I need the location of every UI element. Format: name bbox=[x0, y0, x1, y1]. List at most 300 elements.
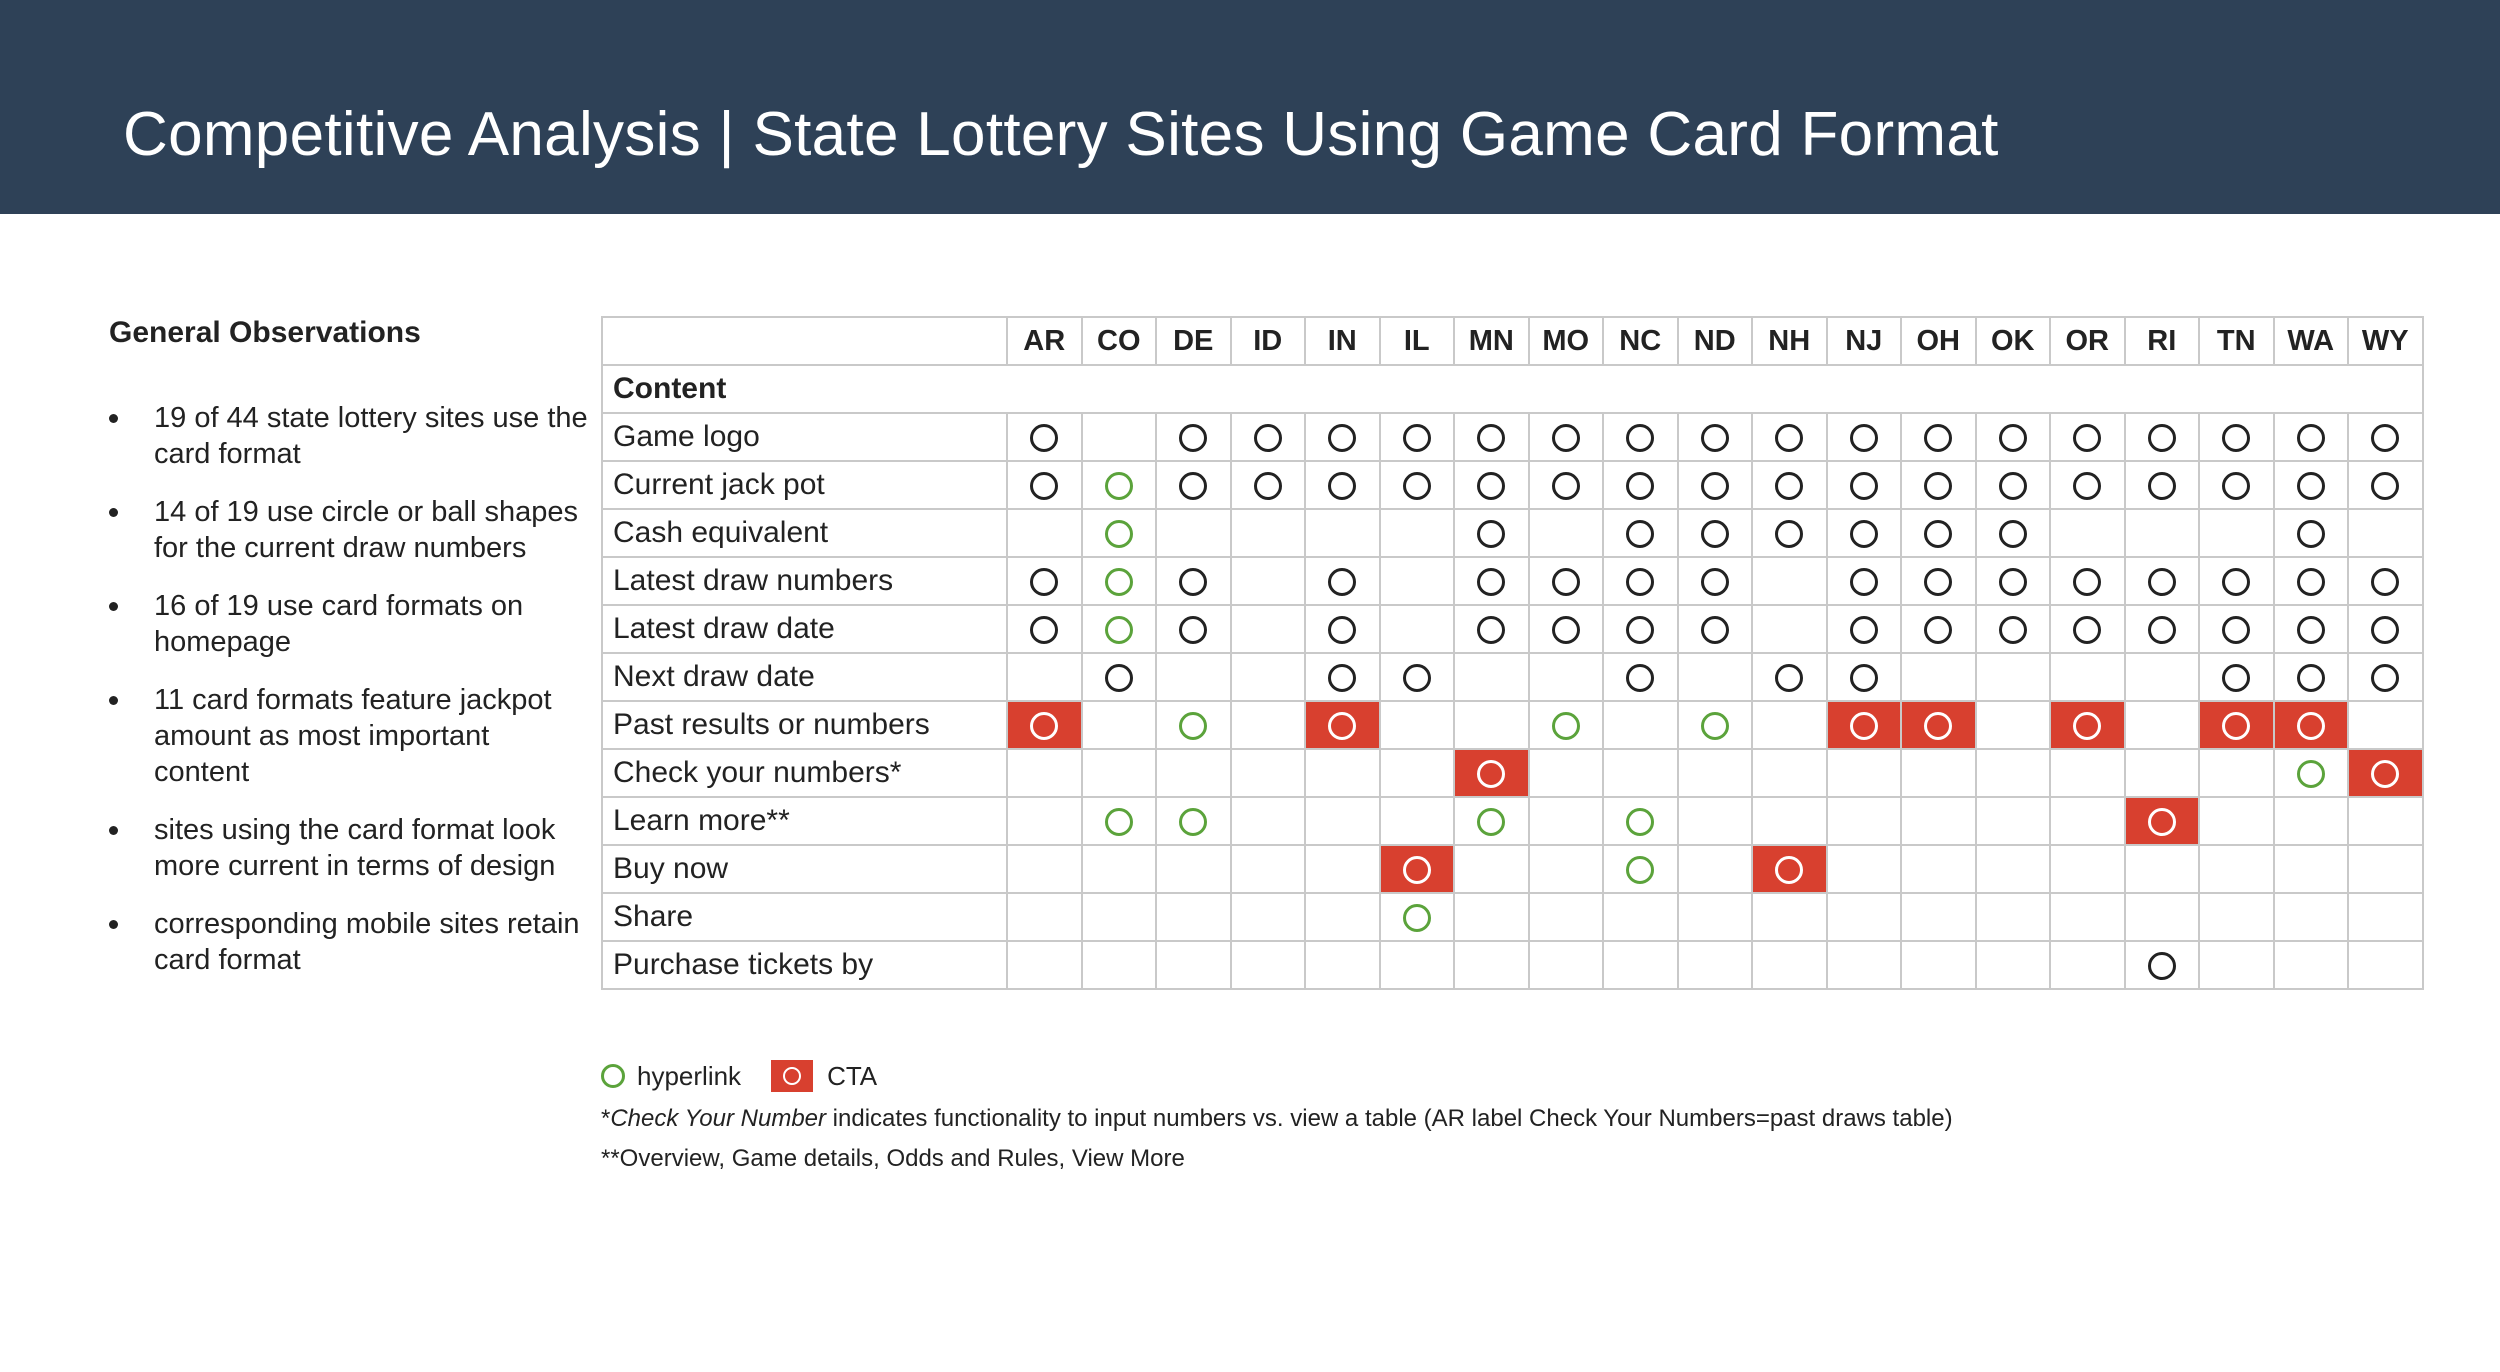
cell-wa bbox=[2274, 413, 2349, 461]
cell-de bbox=[1156, 413, 1231, 461]
cell-ar bbox=[1007, 509, 1082, 557]
cell-co bbox=[1082, 749, 1157, 797]
cell-wy bbox=[2348, 845, 2423, 893]
cell-nd bbox=[1678, 749, 1753, 797]
table-row bbox=[602, 461, 2423, 509]
cell-nd bbox=[1678, 797, 1753, 845]
page-title: Competitive Analysis | State Lottery Sites Using Game Card Format bbox=[123, 100, 1999, 169]
present-circle-icon bbox=[1775, 664, 1803, 692]
cell-il bbox=[1380, 413, 1455, 461]
cell-in bbox=[1305, 797, 1380, 845]
present-circle-icon bbox=[2073, 568, 2101, 596]
present-circle-icon bbox=[1030, 568, 1058, 596]
cell-de bbox=[1156, 749, 1231, 797]
observation-item: corresponding mobile sites retain card format bbox=[109, 906, 589, 978]
cell-co bbox=[1082, 461, 1157, 509]
present-circle-icon bbox=[1477, 568, 1505, 596]
present-circle-icon bbox=[1775, 520, 1803, 548]
cell-co bbox=[1082, 653, 1157, 701]
present-circle-icon bbox=[2297, 472, 2325, 500]
cell-id bbox=[1231, 557, 1306, 605]
cell-nh bbox=[1752, 701, 1827, 749]
cell-in bbox=[1305, 653, 1380, 701]
cta-circle-icon bbox=[2297, 712, 2325, 740]
hyperlink-circle-icon bbox=[1477, 808, 1505, 836]
present-circle-icon bbox=[2222, 424, 2250, 452]
cell-co bbox=[1082, 845, 1157, 893]
hyperlink-circle-icon bbox=[1179, 808, 1207, 836]
table-row bbox=[602, 605, 2423, 653]
present-circle-icon bbox=[1105, 664, 1133, 692]
row-label: Current jack pot bbox=[602, 461, 1007, 509]
cell-or bbox=[2050, 701, 2125, 749]
present-circle-icon bbox=[1924, 568, 1952, 596]
cell-wa bbox=[2274, 461, 2349, 509]
cell-co bbox=[1082, 557, 1157, 605]
cell-nc bbox=[1603, 509, 1678, 557]
present-circle-icon bbox=[1626, 424, 1654, 452]
present-circle-icon bbox=[1179, 472, 1207, 500]
table-row bbox=[602, 893, 2423, 941]
table-row bbox=[602, 701, 2423, 749]
present-circle-icon bbox=[1999, 568, 2027, 596]
cta-circle-icon bbox=[1850, 712, 1878, 740]
cell-nh bbox=[1752, 749, 1827, 797]
bullet-icon bbox=[109, 826, 118, 835]
cell-wa bbox=[2274, 653, 2349, 701]
present-circle-icon bbox=[1850, 664, 1878, 692]
row-label: Learn more** bbox=[602, 797, 1007, 845]
cell-or bbox=[2050, 557, 2125, 605]
cell-mn bbox=[1454, 893, 1529, 941]
state-header-tn: TN bbox=[2199, 317, 2274, 365]
cell-ar bbox=[1007, 605, 1082, 653]
cell-ok bbox=[1976, 653, 2051, 701]
present-circle-icon bbox=[1850, 616, 1878, 644]
cell-mn bbox=[1454, 653, 1529, 701]
present-circle-icon bbox=[2148, 424, 2176, 452]
present-circle-icon bbox=[1701, 472, 1729, 500]
cell-nd bbox=[1678, 893, 1753, 941]
present-circle-icon bbox=[1552, 616, 1580, 644]
cell-oh bbox=[1901, 941, 1976, 989]
cell-de bbox=[1156, 893, 1231, 941]
cell-mn bbox=[1454, 797, 1529, 845]
hyperlink-circle-icon bbox=[1179, 712, 1207, 740]
section-row bbox=[602, 365, 2423, 413]
hyperlink-circle-icon bbox=[1626, 856, 1654, 884]
cell-ri bbox=[2125, 701, 2200, 749]
observation-item: sites using the card format look more current in terms of design bbox=[109, 812, 589, 884]
present-circle-icon bbox=[1403, 472, 1431, 500]
present-circle-icon bbox=[2222, 664, 2250, 692]
cell-wa bbox=[2274, 605, 2349, 653]
observations-panel bbox=[109, 316, 589, 1000]
cell-in bbox=[1305, 749, 1380, 797]
cell-mo bbox=[1529, 941, 1604, 989]
cell-co bbox=[1082, 701, 1157, 749]
cell-ri bbox=[2125, 941, 2200, 989]
cell-nd bbox=[1678, 413, 1753, 461]
cell-il bbox=[1380, 653, 1455, 701]
cell-ri bbox=[2125, 653, 2200, 701]
state-header-de: DE bbox=[1156, 317, 1231, 365]
present-circle-icon bbox=[1030, 616, 1058, 644]
present-circle-icon bbox=[1701, 520, 1729, 548]
present-circle-icon bbox=[1999, 472, 2027, 500]
cell-ar bbox=[1007, 749, 1082, 797]
cell-mo bbox=[1529, 701, 1604, 749]
cell-oh bbox=[1901, 749, 1976, 797]
cell-il bbox=[1380, 509, 1455, 557]
state-header-ok: OK bbox=[1976, 317, 2051, 365]
cell-de bbox=[1156, 509, 1231, 557]
present-circle-icon bbox=[2297, 520, 2325, 548]
cell-wy bbox=[2348, 893, 2423, 941]
cell-or bbox=[2050, 509, 2125, 557]
cell-id bbox=[1231, 413, 1306, 461]
cell-id bbox=[1231, 845, 1306, 893]
hyperlink-circle-icon bbox=[1105, 568, 1133, 596]
state-header-oh: OH bbox=[1901, 317, 1976, 365]
present-circle-icon bbox=[1328, 664, 1356, 692]
legend-cta-label: CTA bbox=[827, 1060, 878, 1091]
bullet-icon bbox=[109, 602, 118, 611]
hyperlink-circle-icon bbox=[1105, 616, 1133, 644]
present-circle-icon bbox=[2222, 472, 2250, 500]
cell-mn bbox=[1454, 749, 1529, 797]
present-circle-icon bbox=[1403, 424, 1431, 452]
cell-tn bbox=[2199, 797, 2274, 845]
cell-mo bbox=[1529, 413, 1604, 461]
present-circle-icon bbox=[1924, 424, 1952, 452]
present-circle-icon bbox=[2222, 616, 2250, 644]
cell-de bbox=[1156, 701, 1231, 749]
hyperlink-circle-icon bbox=[601, 1064, 625, 1088]
state-header-mo: MO bbox=[1529, 317, 1604, 365]
cell-in bbox=[1305, 461, 1380, 509]
cell-wa bbox=[2274, 509, 2349, 557]
cell-nd bbox=[1678, 653, 1753, 701]
cell-mo bbox=[1529, 749, 1604, 797]
cell-nj bbox=[1827, 413, 1902, 461]
hyperlink-circle-icon bbox=[2297, 760, 2325, 788]
cell-ok bbox=[1976, 509, 2051, 557]
cell-de bbox=[1156, 653, 1231, 701]
cell-wa bbox=[2274, 941, 2349, 989]
state-header-nh: NH bbox=[1752, 317, 1827, 365]
present-circle-icon bbox=[1850, 472, 1878, 500]
cell-oh bbox=[1901, 461, 1976, 509]
cell-wa bbox=[2274, 749, 2349, 797]
cell-nj bbox=[1827, 605, 1902, 653]
present-circle-icon bbox=[1775, 424, 1803, 452]
present-circle-icon bbox=[1999, 616, 2027, 644]
cell-nc bbox=[1603, 701, 1678, 749]
cell-nj bbox=[1827, 701, 1902, 749]
cell-id bbox=[1231, 653, 1306, 701]
cta-circle-icon bbox=[2222, 712, 2250, 740]
cell-nh bbox=[1752, 845, 1827, 893]
cell-ok bbox=[1976, 797, 2051, 845]
cell-tn bbox=[2199, 653, 2274, 701]
present-circle-icon bbox=[1552, 424, 1580, 452]
cta-circle-icon bbox=[2073, 712, 2101, 740]
present-circle-icon bbox=[2073, 472, 2101, 500]
observations-heading: General Observations bbox=[109, 316, 421, 349]
cell-nc bbox=[1603, 557, 1678, 605]
cell-mo bbox=[1529, 605, 1604, 653]
hyperlink-circle-icon bbox=[1552, 712, 1580, 740]
table-row bbox=[602, 509, 2423, 557]
cell-nh bbox=[1752, 557, 1827, 605]
cell-nd bbox=[1678, 845, 1753, 893]
cell-ok bbox=[1976, 701, 2051, 749]
cell-nh bbox=[1752, 941, 1827, 989]
cell-de bbox=[1156, 845, 1231, 893]
legend-hyperlink-label: hyperlink bbox=[637, 1060, 742, 1091]
cell-mo bbox=[1529, 557, 1604, 605]
cell-de bbox=[1156, 941, 1231, 989]
cell-wa bbox=[2274, 845, 2349, 893]
cell-mn bbox=[1454, 413, 1529, 461]
present-circle-icon bbox=[2148, 616, 2176, 644]
hyperlink-circle-icon bbox=[1626, 808, 1654, 836]
state-header-or: OR bbox=[2050, 317, 2125, 365]
present-circle-icon bbox=[1254, 424, 1282, 452]
cell-or bbox=[2050, 605, 2125, 653]
cell-ar bbox=[1007, 845, 1082, 893]
cell-nh bbox=[1752, 893, 1827, 941]
state-header-il: IL bbox=[1380, 317, 1455, 365]
cell-nh bbox=[1752, 413, 1827, 461]
table-row bbox=[602, 413, 2423, 461]
cell-wa bbox=[2274, 797, 2349, 845]
cell-co bbox=[1082, 797, 1157, 845]
cell-ar bbox=[1007, 893, 1082, 941]
cell-nc bbox=[1603, 893, 1678, 941]
present-circle-icon bbox=[1999, 520, 2027, 548]
present-circle-icon bbox=[1477, 424, 1505, 452]
cell-tn bbox=[2199, 749, 2274, 797]
cell-mo bbox=[1529, 893, 1604, 941]
cell-mn bbox=[1454, 461, 1529, 509]
cell-nh bbox=[1752, 605, 1827, 653]
cell-in bbox=[1305, 413, 1380, 461]
present-circle-icon bbox=[2297, 616, 2325, 644]
observation-item: 14 of 19 use circle or ball shapes for the current draw numbers bbox=[109, 494, 589, 566]
cell-il bbox=[1380, 605, 1455, 653]
cell-nc bbox=[1603, 605, 1678, 653]
cell-ri bbox=[2125, 893, 2200, 941]
cell-in bbox=[1305, 845, 1380, 893]
row-label: Next draw date bbox=[602, 653, 1007, 701]
cell-wy bbox=[2348, 413, 2423, 461]
cell-nd bbox=[1678, 605, 1753, 653]
cell-mo bbox=[1529, 845, 1604, 893]
cell-tn bbox=[2199, 941, 2274, 989]
cell-nc bbox=[1603, 413, 1678, 461]
cell-in bbox=[1305, 941, 1380, 989]
table-row bbox=[602, 749, 2423, 797]
cell-ok bbox=[1976, 845, 2051, 893]
hyperlink-circle-icon bbox=[1403, 904, 1431, 932]
cell-wy bbox=[2348, 653, 2423, 701]
present-circle-icon bbox=[1850, 520, 1878, 548]
section-label-content: Content bbox=[602, 365, 2423, 413]
cell-wa bbox=[2274, 701, 2349, 749]
cell-ok bbox=[1976, 557, 2051, 605]
observation-item: 11 card formats feature jackpot amount as most important content bbox=[109, 682, 589, 790]
present-circle-icon bbox=[2371, 424, 2399, 452]
cell-wy bbox=[2348, 797, 2423, 845]
cell-co bbox=[1082, 413, 1157, 461]
present-circle-icon bbox=[2371, 472, 2399, 500]
comparison-table bbox=[601, 316, 2424, 990]
state-header-id: ID bbox=[1231, 317, 1306, 365]
cell-ri bbox=[2125, 797, 2200, 845]
cell-ri bbox=[2125, 509, 2200, 557]
cell-id bbox=[1231, 797, 1306, 845]
cell-id bbox=[1231, 509, 1306, 557]
present-circle-icon bbox=[1701, 424, 1729, 452]
state-header-co: CO bbox=[1082, 317, 1157, 365]
cta-swatch-icon bbox=[771, 1060, 813, 1092]
cell-ok bbox=[1976, 413, 2051, 461]
hyperlink-circle-icon bbox=[1701, 712, 1729, 740]
cta-circle-icon bbox=[2371, 760, 2399, 788]
cell-oh bbox=[1901, 653, 1976, 701]
present-circle-icon bbox=[1626, 568, 1654, 596]
cta-circle-icon bbox=[2148, 808, 2176, 836]
cell-mn bbox=[1454, 701, 1529, 749]
cta-circle-icon bbox=[1403, 856, 1431, 884]
cta-circle-icon bbox=[1775, 856, 1803, 884]
present-circle-icon bbox=[2297, 664, 2325, 692]
cell-ok bbox=[1976, 749, 2051, 797]
cell-il bbox=[1380, 749, 1455, 797]
cell-ok bbox=[1976, 941, 2051, 989]
present-circle-icon bbox=[1328, 472, 1356, 500]
present-circle-icon bbox=[1850, 568, 1878, 596]
present-circle-icon bbox=[2371, 616, 2399, 644]
row-label: Purchase tickets by bbox=[602, 941, 1007, 989]
cell-id bbox=[1231, 605, 1306, 653]
cell-nj bbox=[1827, 797, 1902, 845]
cell-wy bbox=[2348, 749, 2423, 797]
cell-il bbox=[1380, 461, 1455, 509]
cell-ok bbox=[1976, 605, 2051, 653]
cell-nh bbox=[1752, 653, 1827, 701]
cell-id bbox=[1231, 461, 1306, 509]
cell-in bbox=[1305, 605, 1380, 653]
present-circle-icon bbox=[1701, 568, 1729, 596]
present-circle-icon bbox=[1626, 520, 1654, 548]
cell-oh bbox=[1901, 557, 1976, 605]
cell-wy bbox=[2348, 509, 2423, 557]
present-circle-icon bbox=[1477, 616, 1505, 644]
present-circle-icon bbox=[2371, 664, 2399, 692]
table-row bbox=[602, 941, 2423, 989]
cell-co bbox=[1082, 893, 1157, 941]
cell-nc bbox=[1603, 749, 1678, 797]
cell-nj bbox=[1827, 845, 1902, 893]
cell-ar bbox=[1007, 557, 1082, 605]
cell-oh bbox=[1901, 797, 1976, 845]
cell-oh bbox=[1901, 509, 1976, 557]
observation-item: 19 of 44 state lottery sites use the card format bbox=[109, 400, 589, 472]
bullet-icon bbox=[109, 414, 118, 423]
cell-nd bbox=[1678, 509, 1753, 557]
cell-tn bbox=[2199, 845, 2274, 893]
cell-mo bbox=[1529, 509, 1604, 557]
present-circle-icon bbox=[2148, 568, 2176, 596]
cell-il bbox=[1380, 893, 1455, 941]
present-circle-icon bbox=[1030, 472, 1058, 500]
cell-or bbox=[2050, 941, 2125, 989]
cell-mn bbox=[1454, 845, 1529, 893]
cell-nh bbox=[1752, 509, 1827, 557]
bullet-icon bbox=[109, 508, 118, 517]
cell-id bbox=[1231, 893, 1306, 941]
cell-mo bbox=[1529, 461, 1604, 509]
present-circle-icon bbox=[1775, 472, 1803, 500]
present-circle-icon bbox=[1999, 424, 2027, 452]
table-row bbox=[602, 797, 2423, 845]
cell-tn bbox=[2199, 557, 2274, 605]
present-circle-icon bbox=[1179, 568, 1207, 596]
row-label: Check your numbers* bbox=[602, 749, 1007, 797]
cell-ar bbox=[1007, 941, 1082, 989]
cell-il bbox=[1380, 557, 1455, 605]
bullet-icon bbox=[109, 696, 118, 705]
cell-de bbox=[1156, 605, 1231, 653]
state-header-nj: NJ bbox=[1827, 317, 1902, 365]
cell-or bbox=[2050, 749, 2125, 797]
cell-or bbox=[2050, 845, 2125, 893]
present-circle-icon bbox=[1924, 520, 1952, 548]
cta-circle-icon bbox=[1924, 712, 1952, 740]
present-circle-icon bbox=[1626, 664, 1654, 692]
cell-ok bbox=[1976, 893, 2051, 941]
cell-ar bbox=[1007, 653, 1082, 701]
cell-wa bbox=[2274, 893, 2349, 941]
cell-mo bbox=[1529, 653, 1604, 701]
present-circle-icon bbox=[1626, 616, 1654, 644]
cell-nd bbox=[1678, 701, 1753, 749]
row-label: Latest draw date bbox=[602, 605, 1007, 653]
cell-il bbox=[1380, 797, 1455, 845]
cell-nc bbox=[1603, 461, 1678, 509]
row-label: Buy now bbox=[602, 845, 1007, 893]
row-label: Latest draw numbers bbox=[602, 557, 1007, 605]
cell-ar bbox=[1007, 797, 1082, 845]
present-circle-icon bbox=[2073, 616, 2101, 644]
cell-id bbox=[1231, 941, 1306, 989]
cell-ri bbox=[2125, 845, 2200, 893]
present-circle-icon bbox=[1477, 472, 1505, 500]
present-circle-icon bbox=[1030, 424, 1058, 452]
cell-de bbox=[1156, 797, 1231, 845]
cell-oh bbox=[1901, 605, 1976, 653]
cell-ok bbox=[1976, 461, 2051, 509]
cta-circle-icon bbox=[1030, 712, 1058, 740]
cell-nc bbox=[1603, 941, 1678, 989]
table-row bbox=[602, 557, 2423, 605]
cell-or bbox=[2050, 461, 2125, 509]
state-header-ar: AR bbox=[1007, 317, 1082, 365]
cell-nj bbox=[1827, 893, 1902, 941]
